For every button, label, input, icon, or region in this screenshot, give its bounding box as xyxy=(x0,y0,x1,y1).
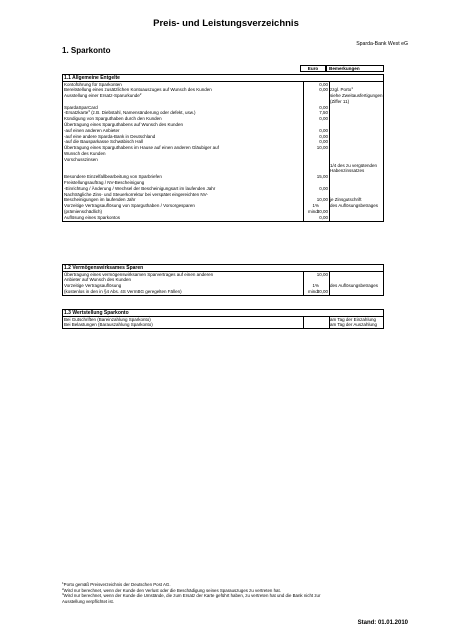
row-description: Vorzeitige Vertragsauflösung xyxy=(64,283,122,289)
row-remark: 1/4 des zu vergütenden xyxy=(330,162,378,168)
row-description: Bei Belastungen (Barauszahlung Sparkonto) xyxy=(64,322,153,328)
row-description: Freistellungsauftrag / NV-Bescheinigung xyxy=(64,180,145,186)
table-row xyxy=(63,322,383,328)
row-euro-value: 0,00 xyxy=(319,87,328,93)
footnote-line: Ausstellung verpflichtet ist. xyxy=(62,598,114,604)
block-title: 1.2 Vermögenswirksames Sparen xyxy=(63,265,383,272)
block-body xyxy=(63,272,383,295)
table-block xyxy=(62,74,384,222)
row-euro-value: 10,00 xyxy=(316,197,328,203)
table-block xyxy=(62,309,384,329)
row-prefix: mind. xyxy=(307,288,319,294)
row-euro-value: 0,00 xyxy=(319,133,328,139)
row-description: Ausstellung einer Ersatz-Sparurkunde$^2$ xyxy=(64,92,142,99)
stand-date: Stand: 01.01.2010 xyxy=(357,620,408,626)
row-euro-value: 7,50 xyxy=(319,110,328,116)
column-header-remarks: Bemerkungen xyxy=(326,65,384,72)
table-row xyxy=(63,289,383,295)
footnote-marker: 1 xyxy=(351,86,353,91)
row-remark: des Auflösungsbetrages xyxy=(330,283,379,289)
block-body xyxy=(63,82,383,221)
column-divider xyxy=(303,317,304,329)
row-euro-value: 15,00 xyxy=(316,174,328,180)
footnote-number: 2 xyxy=(62,586,64,591)
row-description: Bescheinigungen im laufenden Jahr xyxy=(64,197,136,203)
row-description: Vorschusszinsen xyxy=(64,156,98,162)
row-euro-value: 0,00 xyxy=(319,116,328,122)
footnote-number: 3 xyxy=(62,592,64,597)
table-block xyxy=(62,264,384,296)
row-description: Kündigung von Sparguthaben durch den Kunden xyxy=(64,116,162,122)
column-divider xyxy=(329,317,330,329)
footnotes xyxy=(62,582,392,604)
row-description: Bei Gutschriften (Bareinzahlung Sparkonto) xyxy=(64,316,151,322)
row-prefix: 1% xyxy=(312,203,319,209)
row-euro-value: 0,00 xyxy=(319,104,328,110)
row-euro-value: 0,00 xyxy=(319,127,328,133)
block-body xyxy=(63,317,383,329)
block-title: 1.3 Wertstellung Sparkonto xyxy=(63,310,383,317)
block-title: 1.1 Allgemeine Entgelte xyxy=(63,75,383,82)
column-header-euro: Euro xyxy=(300,65,326,72)
row-remark: (Ziffer 11) xyxy=(330,98,350,104)
column-divider xyxy=(329,272,330,295)
row-remark: Habenzinssatzes xyxy=(330,168,365,174)
row-description: Übertragung eines vermögenswirksamen Sparvertrages auf einen anderen xyxy=(64,271,214,277)
row-description: Kontoführung für Sparkonten xyxy=(64,81,122,87)
row-remark: je Zinsgutschrift xyxy=(330,197,362,203)
column-divider xyxy=(303,82,304,221)
row-euro-value: 30,00 xyxy=(316,209,328,215)
row-remark: des Auflösungsbetrages xyxy=(330,203,379,209)
footnote-line: $^2$Wird nur berechnet, wenn der Kunde den Verlust oder die Beschädigung seines Sparauszuges zu vertreten hat. xyxy=(62,586,281,593)
row-description: -auf die Bausparkasse Schwäbisch Hall xyxy=(64,139,144,145)
row-description: SpardaSparCard xyxy=(64,104,98,110)
row-description: -Einrichtung / Änderung / Wechsel der Bescheinigungsart im laufenden Jahr xyxy=(64,185,216,191)
row-description: -Ersatzkarte$^3$ (z.B. Diebstahl, Namensänderung oder defekt, usw.) xyxy=(64,109,196,116)
row-description: Übertragung eines Sparguthabens auf Wunsch des Kunden xyxy=(64,122,183,128)
row-remark: am Tag der Einzahlung xyxy=(330,316,376,322)
footnote-marker: 2 xyxy=(139,92,142,97)
row-description: Übertragung eines Sparguthabens im Hause auf einen anderen Gläubiger auf xyxy=(64,145,219,151)
footnote-number: 1 xyxy=(62,581,64,585)
row-description: Nachträgliche Zins- und Steuerkorrektur bei verspätet eingereichten NV- xyxy=(64,191,208,197)
row-euro-value: 0,00 xyxy=(319,81,328,87)
section-heading: 1. Sparkonto xyxy=(62,46,111,55)
row-euro-value: 0,00 xyxy=(319,139,328,145)
page-title: Preis- und Leistungsverzeichnis xyxy=(153,18,299,29)
row-description: (kostenlos in den in §4 Abs. 4S VermBG geregelten Fällen) xyxy=(64,288,182,294)
table-row xyxy=(63,215,383,221)
row-description: Bereitstellung eines zusätzlichen Kontoauszuges auf Wunsch des Kunden xyxy=(64,87,212,93)
row-remark: siehe Zweitausfertigungen xyxy=(330,93,383,99)
row-euro-value: 0,00 xyxy=(319,214,328,220)
column-divider xyxy=(303,272,304,295)
row-description: -auf eine andere Sparda-Bank in Deutschland xyxy=(64,133,156,139)
row-euro-value: 30,00 xyxy=(316,288,328,294)
footnote-marker: 3 xyxy=(88,109,90,114)
bank-name: Sparda-Bank West eG xyxy=(356,41,408,47)
row-euro-value: 10,00 xyxy=(316,271,328,277)
row-euro-value: 10,00 xyxy=(316,145,328,151)
row-prefix: 1% xyxy=(312,283,319,289)
row-description: Vorzeitige Vertragsauflösung von Sparguthaben / Vorsorgesparen xyxy=(64,203,195,209)
row-remark: zzgl. Porto$^1$ xyxy=(330,86,353,93)
footnote-line: $^3$Wird nur berechnet, wenn der Kunde die Umstände, die zum Ersatz der Karte geführt haben, zu vertreten hat und die Bank nicht zur xyxy=(62,592,321,599)
row-prefix: mind. xyxy=(307,209,319,215)
row-description: Auflösung eines Sparkontos xyxy=(64,214,121,220)
column-divider xyxy=(329,82,330,221)
footnote-line: $^1$Porto gemäß Preisverzeichnis der Deutschen Post AG. xyxy=(62,581,171,587)
row-remark: am Tag der Auszahlung xyxy=(330,322,377,328)
row-description: (prämienschädlich) xyxy=(64,209,103,215)
row-description: Anbieter auf Wunsch des Kunden xyxy=(64,277,131,283)
row-euro-value: 0,00 xyxy=(319,185,328,191)
row-description: Wunsch des Kunden xyxy=(64,151,106,157)
row-description: -auf einen anderen Anbieter xyxy=(64,127,120,133)
row-description: Besondere Einzelfallbearbeitung von Sparbriefen xyxy=(64,174,162,180)
